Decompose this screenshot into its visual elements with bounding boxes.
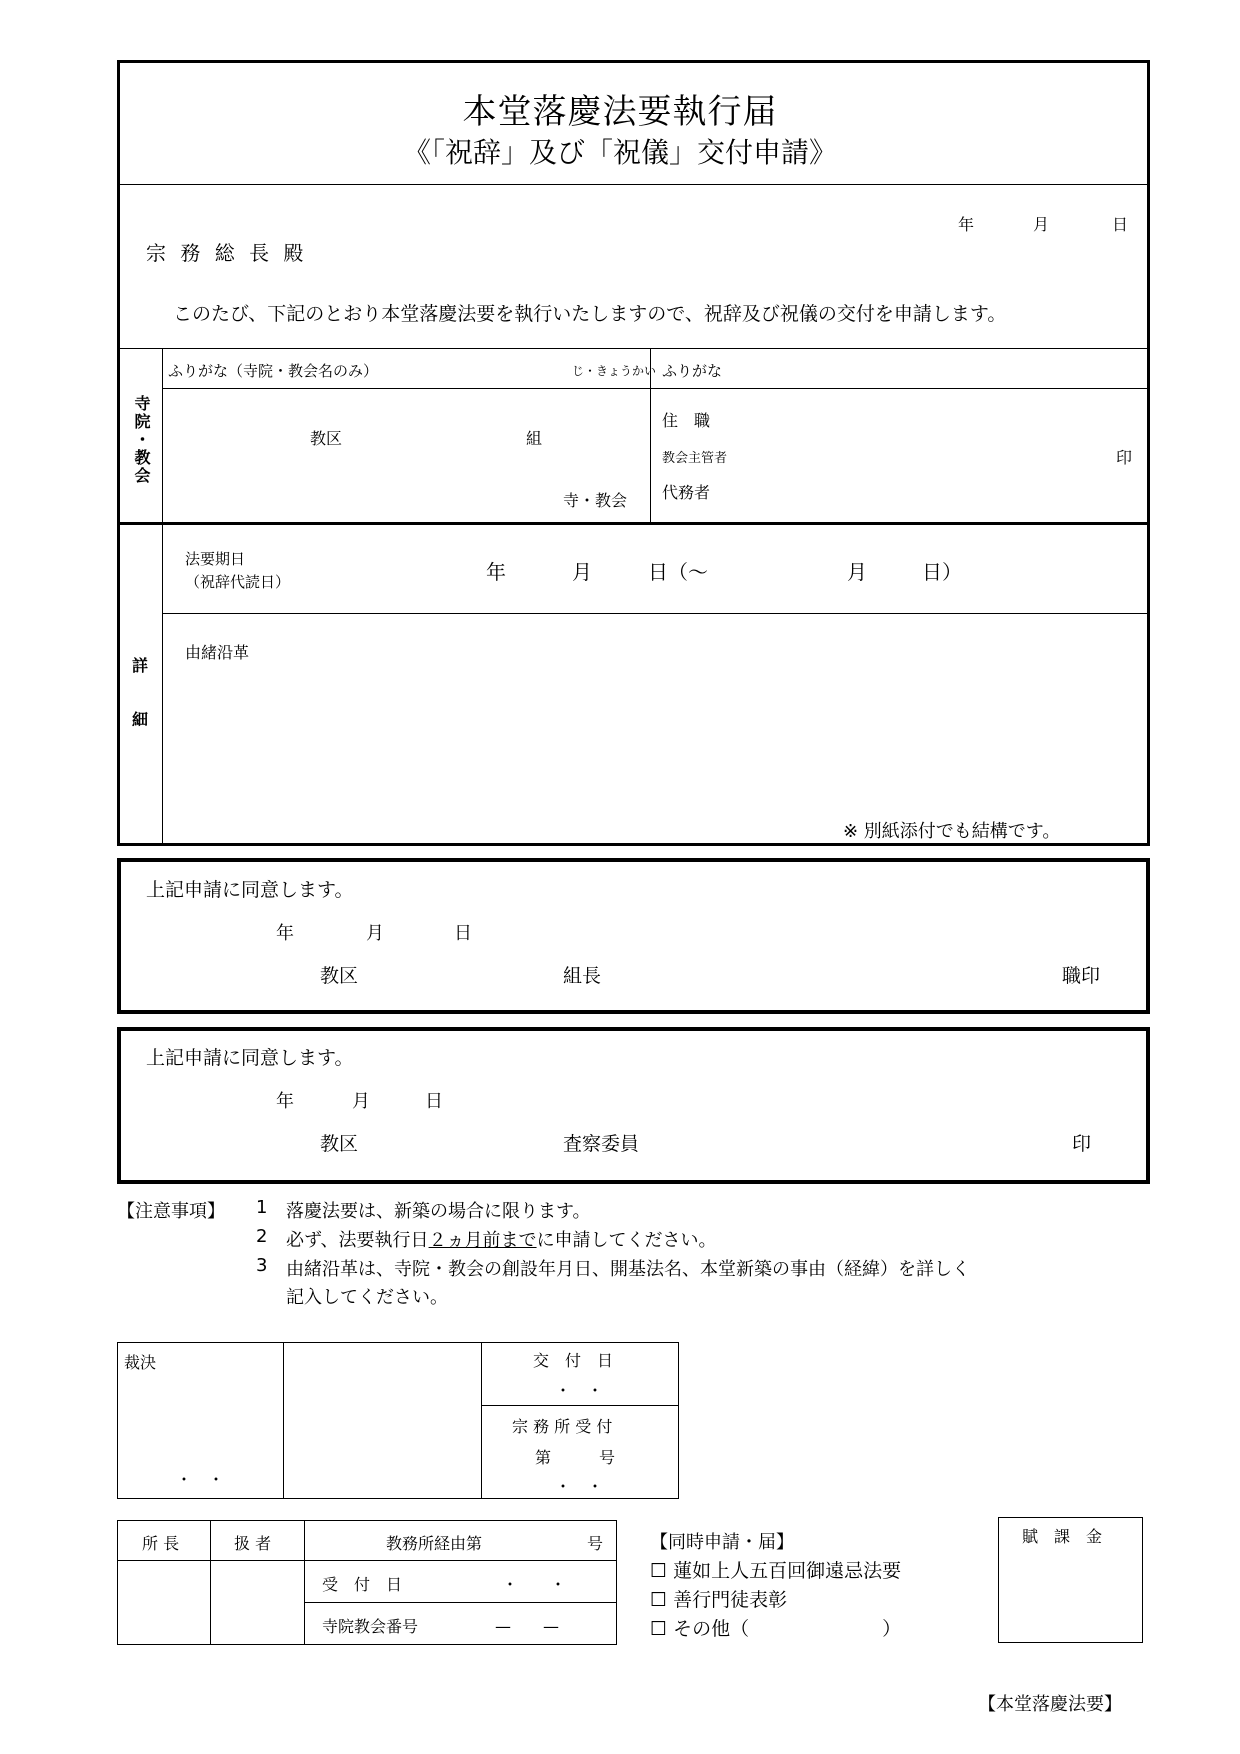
column-divider (304, 1520, 305, 1645)
reception-date-dots: ・ ・ (555, 1477, 604, 1496)
form-subtitle: 《「祝辞」及び「祝儀」交付申請》 (402, 136, 837, 169)
consent-diocese: 教区 (320, 965, 359, 987)
header-date-month: 月 (1033, 215, 1050, 234)
checkbox-item[interactable]: ☐ 蓮如上人五百回御遠忌法要 (650, 1560, 902, 1582)
consent-month: 月 (366, 923, 384, 944)
consent-month: 月 (352, 1091, 370, 1112)
divider (120, 348, 1147, 349)
note-text-part: 必ず、法要執行日 (286, 1230, 429, 1251)
checkbox-item[interactable]: ☐ その他（ ） (650, 1618, 902, 1640)
details-side-label-2: 細 (132, 710, 149, 729)
ceremony-date-year: 年 (486, 560, 506, 584)
furigana-label: ふりがな（寺院・教会名のみ） (168, 362, 379, 380)
temple-number-dashes: — — (495, 1617, 560, 1636)
consent-day: 日 (425, 1091, 443, 1112)
note-text: 由緒沿革は、寺院・教会の創設年月日、開基法名、本堂新築の事由（経緯）を詳しく (286, 1259, 970, 1280)
furigana-note: じ・きょうかい (572, 364, 657, 378)
issue-date-label: 交 付 日 (533, 1351, 614, 1370)
divider (162, 613, 1147, 614)
note-number: 2 (256, 1226, 268, 1247)
note-text-continued: 記入してください。 (286, 1287, 448, 1308)
consent-day: 日 (454, 923, 472, 944)
ceremony-date-month: 月 (572, 560, 592, 584)
diocese-label: 教区 (310, 429, 343, 448)
note-number: 3 (256, 1255, 268, 1276)
note-number: 1 (256, 1197, 268, 1218)
side-divider (162, 349, 163, 523)
consent-role: 組長 (563, 965, 602, 987)
checkbox-item[interactable]: ☐ 善行門徒表彰 (650, 1589, 788, 1611)
divider (117, 1560, 617, 1561)
consent-seal: 職印 (1062, 965, 1101, 987)
attachment-note: ※ 別紙添付でも結構です。 (843, 821, 1061, 842)
note-text (286, 1226, 717, 1252)
temple-side-label: 寺院・教会 (132, 395, 151, 485)
column-divider (481, 1342, 482, 1499)
main-form-box (117, 60, 1150, 846)
church-head-label: 教会主管者 (662, 451, 728, 466)
column-divider (210, 1520, 211, 1645)
group-label: 組 (526, 429, 543, 448)
consent-role: 査察委員 (563, 1133, 640, 1155)
fee-label: 賦 課 金 (1022, 1527, 1103, 1546)
consent-text: 上記申請に同意します。 (146, 1047, 354, 1069)
form-title: 本堂落慶法要執行届 (462, 92, 778, 132)
divider (162, 388, 1147, 389)
decision-label: 裁決 (124, 1353, 157, 1372)
received-date-label: 受 付 日 (322, 1575, 403, 1594)
reception-number: 第 号 (535, 1448, 616, 1467)
divider (304, 1602, 617, 1603)
addressee: 宗 務 総 長 殿 (146, 241, 308, 265)
divider (481, 1405, 679, 1406)
decision-date-dots: ・ ・ (176, 1470, 225, 1489)
ceremony-date-day-close: 日） (922, 560, 962, 584)
furigana-right-label: ふりがな (662, 362, 723, 380)
footer-label: 【本堂落慶法要】 (978, 1694, 1122, 1715)
temple-number-label: 寺院教会番号 (322, 1617, 419, 1636)
consent-diocese: 教区 (320, 1133, 359, 1155)
ceremony-date-sublabel: （祝辞代読日） (185, 573, 291, 591)
consent-year: 年 (276, 923, 294, 944)
side-divider (162, 525, 163, 843)
header-date-year: 年 (958, 215, 975, 234)
divider (120, 522, 1147, 525)
reception-label: 宗 務 所 受 付 (512, 1417, 613, 1436)
ceremony-date-day-open: 日（〜 (648, 560, 708, 584)
ceremony-date-label: 法要期日 (185, 550, 246, 568)
simultaneous-heading: 【同時申請・届】 (650, 1532, 794, 1553)
via-office-number: 号 (587, 1534, 604, 1553)
consent-seal: 印 (1072, 1133, 1092, 1155)
note-emphasis: ２ヵ月前まで (428, 1230, 537, 1251)
via-office-label: 教務所経由第 (386, 1534, 483, 1553)
details-side-label-1: 詳 (132, 656, 149, 675)
header-date-day: 日 (1112, 215, 1129, 234)
note-text-part: に申請してください。 (536, 1230, 717, 1251)
divider (120, 184, 1147, 185)
received-date-dots: ・ ・ (502, 1575, 567, 1594)
notes-heading: 【注意事項】 (117, 1201, 225, 1222)
proxy-label: 代務者 (662, 483, 711, 502)
column-divider (283, 1342, 284, 1499)
director-label: 所 長 (142, 1534, 180, 1553)
issue-date-dots: ・ ・ (555, 1381, 604, 1400)
ceremony-date-month2: 月 (847, 560, 867, 584)
seal-mark: 印 (1116, 448, 1133, 467)
temple-church-label: 寺・教会 (563, 491, 628, 510)
history-label: 由緒沿革 (185, 643, 250, 662)
consent-year: 年 (276, 1091, 294, 1112)
application-text: このたび、下記のとおり本堂落慶法要を執行いたしますので、祝辞及び祝儀の交付を申請します。 (173, 303, 1007, 325)
priest-label: 住 職 (662, 411, 711, 430)
note-text: 落慶法要は、新築の場合に限ります。 (286, 1201, 591, 1222)
consent-text: 上記申請に同意します。 (146, 879, 354, 901)
handler-label: 扱 者 (234, 1534, 272, 1553)
